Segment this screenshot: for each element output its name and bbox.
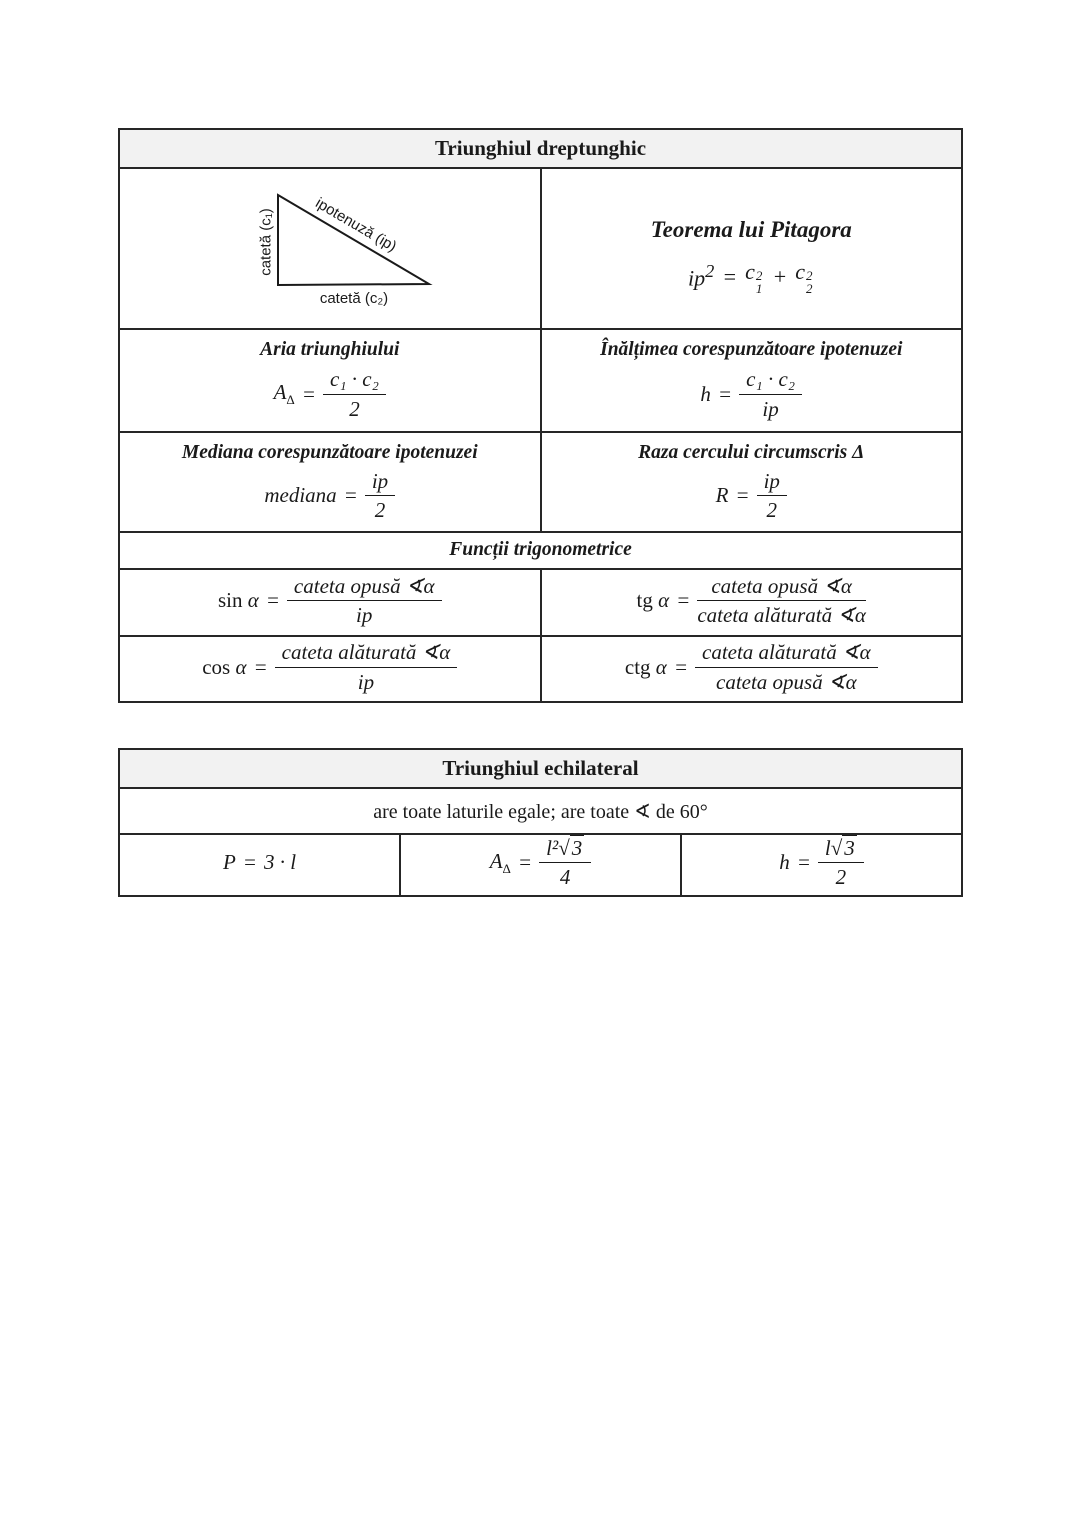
function-name: sin (217, 588, 243, 612)
table-row (119, 168, 962, 329)
ctg-formula (542, 637, 962, 701)
cathetus-c2-label: catetă (c₂) (319, 290, 389, 307)
circumradius-formula (716, 464, 787, 531)
equals-sign: = (343, 483, 358, 508)
formula-lhs: mediana (264, 483, 337, 508)
equals-sign: = (722, 263, 738, 289)
equals-sign: = (517, 850, 533, 875)
term-c1: c (745, 259, 755, 284)
angle-arg: α (247, 588, 259, 612)
circumradius-cell (541, 432, 963, 532)
numerator-coef: l (824, 836, 831, 860)
equals-sign: = (796, 850, 811, 875)
denominator: cateta opusă ∢α (716, 669, 857, 694)
area-title: Aria triunghiului (260, 339, 400, 360)
equals-sign: = (265, 588, 280, 612)
median-cell (119, 432, 541, 532)
table-row (119, 788, 962, 834)
angle-arg: α (658, 588, 670, 612)
term-c2: c (795, 259, 806, 284)
fraction (818, 835, 864, 891)
area-formula (274, 361, 386, 431)
cos-formula (120, 637, 540, 701)
angle-arg: α (235, 654, 247, 679)
tg-cell (541, 569, 963, 636)
denominator: cateta alăturată ∢α (697, 603, 866, 627)
subscript: Δ (286, 392, 295, 408)
circumradius-title: Raza cercului circumscris Δ (638, 442, 865, 463)
cos-cell (119, 636, 541, 702)
denominator: 2 (374, 498, 386, 523)
equilateral-area-formula (401, 835, 680, 895)
median-title: Mediana corespunzătoare ipotenuzei (181, 442, 478, 463)
subscript: Δ (502, 860, 511, 876)
equals-sign: = (253, 654, 268, 679)
table-row (119, 834, 962, 896)
plus-sign: + (772, 263, 788, 289)
formula-lhs: P (222, 850, 236, 875)
denominator: 2 (766, 498, 777, 523)
equilateral-properties: are toate laturile egale; are toate ∢ de 60° (119, 788, 962, 834)
height-formula (700, 361, 802, 431)
fraction (695, 639, 878, 695)
subscript: 1 (755, 281, 763, 296)
table-row (119, 329, 962, 432)
radicand: 3 (571, 836, 583, 860)
triangle-diagram-cell (119, 168, 541, 329)
radicand: 3 (844, 836, 855, 860)
numerator: c₁ · c₂ (739, 366, 802, 394)
sin-cell (119, 569, 541, 636)
function-name: tg (636, 588, 653, 612)
table-row (119, 532, 962, 569)
numerator: cateta opusă ∢α (697, 573, 866, 601)
trig-functions-title: Funcții trigonometrice (449, 539, 632, 561)
ctg-cell (541, 636, 963, 702)
fraction (275, 639, 458, 695)
table-row (119, 636, 962, 702)
denominator: ip (356, 603, 373, 627)
angle-arg: α (655, 654, 667, 679)
denominator: ip (357, 669, 375, 694)
fraction (757, 468, 787, 524)
sin-formula (120, 570, 540, 635)
hypotenuse-label: ipotenuză (ip) (312, 194, 400, 256)
supsub (756, 269, 763, 295)
area-cell (400, 834, 681, 896)
median-formula (264, 464, 395, 531)
fraction (739, 366, 802, 422)
numerator: ip (757, 468, 787, 496)
fraction (539, 835, 591, 891)
cathetus-c1-label: catetă (c₁) (257, 208, 275, 276)
right-triangle-table (118, 128, 963, 703)
table-row (119, 129, 962, 168)
pythagoras-cell (541, 168, 963, 329)
equilateral-triangle-table (118, 748, 963, 897)
denominator: 4 (559, 865, 571, 890)
fraction (323, 366, 386, 422)
perimeter-formula (120, 835, 399, 895)
numerator: cateta alăturată ∢α (275, 639, 458, 667)
function-name: cos (202, 654, 231, 679)
trig-functions-header (119, 532, 962, 569)
superscript: 2 (705, 261, 715, 282)
numerator: c₁ · c₂ (323, 366, 386, 394)
numerator: ip (365, 468, 395, 496)
equals-sign: = (717, 381, 733, 406)
radical-sign: √ (558, 836, 570, 860)
superscript: 2 (755, 268, 763, 283)
formula-rhs: 3 · l (263, 850, 297, 875)
fraction (287, 573, 442, 629)
right-triangle-diagram (120, 169, 542, 323)
subscript: 2 (806, 281, 813, 296)
formula-lhs: h (779, 850, 790, 875)
formula-lhs: h (700, 381, 711, 406)
denominator: ip (762, 396, 779, 421)
table1-title: Triunghiul dreptunghic (119, 129, 962, 168)
equals-sign: = (673, 654, 688, 679)
denominator: 2 (835, 865, 847, 890)
numerator-coef: l² (546, 836, 559, 860)
equilateral-height-formula (682, 835, 961, 895)
radical-sign: √ (830, 836, 843, 860)
equals-sign: = (676, 588, 691, 612)
pythagoras-title: Teorema lui Pitagora (650, 217, 852, 242)
table-row (119, 432, 962, 532)
formula-lhs: ip (687, 265, 706, 291)
superscript: 2 (806, 268, 813, 283)
pythagoras-formula (688, 259, 815, 294)
fraction (697, 573, 866, 629)
numerator: cateta alăturată ∢α (695, 639, 878, 667)
equals-sign: = (735, 483, 750, 508)
tg-formula (542, 570, 962, 635)
numerator: cateta opusă ∢α (287, 573, 442, 601)
perimeter-cell (119, 834, 400, 896)
height-cell (681, 834, 962, 896)
equals-sign: = (301, 381, 316, 406)
formula-lhs: A (273, 380, 287, 405)
table2-title: Triunghiul echilateral (119, 749, 962, 788)
table-row (119, 569, 962, 636)
fraction (365, 468, 395, 524)
formula-lhs: A (489, 848, 503, 873)
supsub (806, 269, 813, 295)
equals-sign: = (242, 850, 257, 875)
height-title: Înălțimea corespunzătoare ipotenuzei (600, 339, 903, 360)
denominator: 2 (349, 396, 360, 421)
table-row (119, 749, 962, 788)
height-cell (541, 329, 963, 432)
formula-lhs: R (715, 483, 729, 508)
function-name: ctg (624, 654, 651, 679)
area-cell (119, 329, 541, 432)
